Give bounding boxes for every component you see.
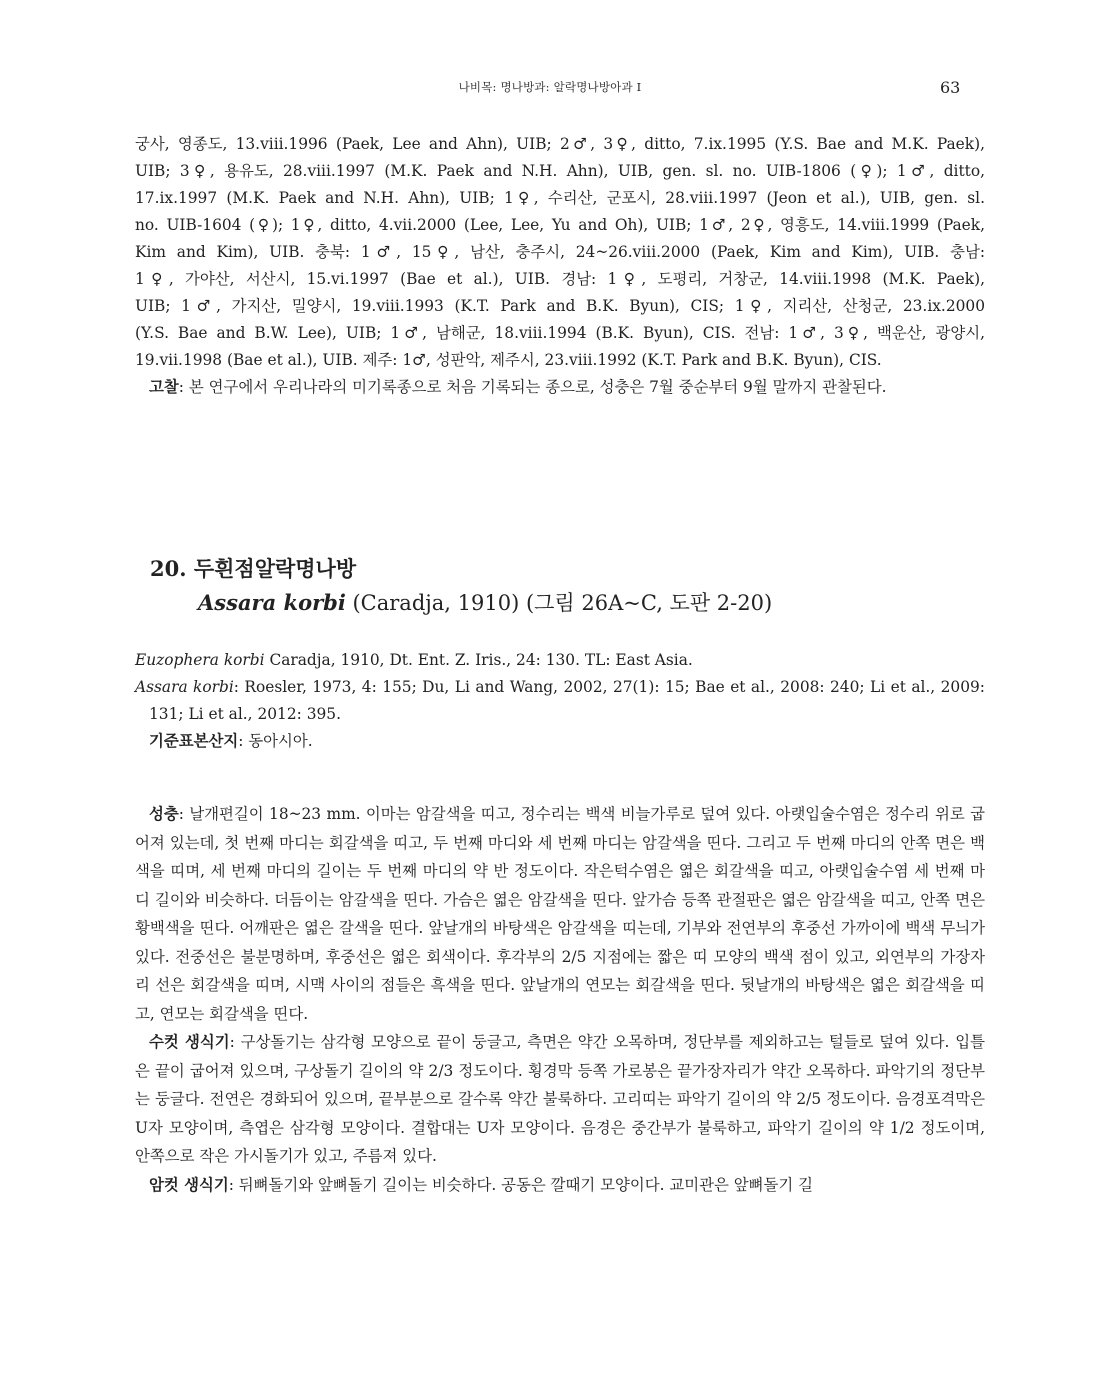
female-genitalia-label: 암컷 생식기 — [149, 1175, 229, 1194]
records-line: no. UIB-1604 (♀); 1♀, ditto, 4.vii.2000 (Lee, Lee, Yu and Oh), UIB; 1♂, 2♀, 영흥도, 14.viii.1999 (Paek, — [135, 216, 985, 234]
running-title: 나비목: 명나방과: 알락명나방아과 I — [458, 80, 642, 94]
synonym-text: Caradja, 1910, Dt. Ent. Z. Iris., 24: 130. TL: East Asia. — [264, 651, 693, 669]
adult-paragraph — [135, 800, 985, 1028]
female-genitalia-paragraph — [135, 1171, 985, 1200]
records-line: 17.ix.1997 (M.K. Paek and N.H. Ahn), UIB; 1♀, 수리산, 군포시, 28.viii.1997 (Jeon et al.), UIB, gen. sl. — [135, 189, 985, 207]
remarks-label: 고찰 — [149, 378, 179, 396]
male-genitalia-text: : 구상돌기는 삼각형 모양으로 끝이 둥글고, 측면은 약간 오목하며, 정단부를 제외하고는 털들로 덮여 있다. 입틀은 끝이 굽어져 있으며, 구상돌기 길이의 약 2/3 정도이다. 횡경막 등쪽 가로봉은 끝가장자리가 약간 오목하다. 파악기의 정단부는 둥글다. 전연은 경화되어 있으며, 끝부분으로 갈수록 약간 불룩하다. 고리띠는 파악기 길이의 약 2/5 정도이다. 음경포격막은 U자 모양이며, 측엽은 삼각형 모양이다. 결합대는 U자 모양이다. 음경은 중간부가 불룩하고, 파악기 길이의 약 1/2 정도이며, 안쪽으로 작은 가시돌기가 있고, 주름져 있다. — [135, 1033, 985, 1165]
adult-text: : 날개편길이 18~23 mm. 이마는 암갈색을 띠고, 정수리는 백색 비늘가루로 덮여 있다. 아랫입술수염은 정수리 위로 굽어져 있는데, 첫 번째 마디는 회갈색을 띠고, 두 번째 마디와 세 번째 마디는 암갈색을 띤다. 그리고 두 번째 마디의 안쪽 면은 백색을 띠며, 세 번째 마디의 길이는 두 번째 마디의 약 반 정도이다. 작은턱수염은 엷은 회갈색을 띠고, 아랫입술수염 세 번째 마디 길이와 비슷하다. 더듬이는 암갈색을 띤다. 가슴은 엷은 암갈색을 띤다. 앞가슴 등쪽 관절판은 엷은 암갈색을 띠고, 안쪽 면은 황백색을 띤다. 어깨판은 엷은 갈색을 띤다. 앞날개의 바탕색은 암갈색을 띠는데, 기부와 전연부의 후중선 가까이에 백색 무늬가 있다. 전중선은 불분명하며, 후중선은 엷은 회색이다. 후각부의 2/5 지점에는 짧은 띠 모양의 백색 점이 있고, 외연부의 가장자리 선은 회갈색을 띠며, 시맥 사이의 점들은 흑색을 띤다. 앞날개의 연모는 회갈색을 띤다. 뒷날개의 바탕색은 엷은 회갈색을 띠고, 연모는 회갈색을 띤다. — [135, 805, 985, 1023]
female-genitalia-text: : 뒤뼈돌기와 앞뼈돌기 길이는 비슷하다. 공동은 깔때기 모양이다. 교미관은 앞뼈돌기 길 — [228, 1175, 813, 1194]
records-line: 19.vii.1998 (Bae et al.), UIB. 제주: 1♂, 성판악, 제주시, 23.viii.1992 (K.T. Park and B.K. Byun), CIS. — [135, 351, 882, 369]
records-line: (Y.S. Bae and B.W. Lee), UIB; 1♂, 남해군, 18.viii.1994 (B.K. Byun), CIS. 전남: 1♂, 3♀, 백운산, 광양시, — [135, 324, 985, 342]
species-scientific-name: Assara korbi — [198, 590, 346, 615]
synonym-text: : Roesler, 1973, 4: 155; Du, Li and Wang, 2002, 27(1): 15; Bae et al., 2008: 240; Li et al., 2009: 131; Li et al., 2012: 395. — [149, 678, 985, 723]
male-genitalia-paragraph — [135, 1028, 985, 1171]
type-locality-text: : 동아시아. — [238, 732, 313, 750]
synonym-entry — [135, 647, 985, 674]
remarks-paragraph — [135, 374, 985, 401]
records-line: Kim and Kim), UIB. 충북: 1♂, 15♀, 남산, 충주시, 24~26.viii.2000 (Paek, Kim and Kim), UIB. 충남: — [135, 243, 985, 261]
records-line: UIB; 1♂, 가지산, 밀양시, 19.viii.1993 (K.T. Park and B.K. Byun), CIS; 1♀, 지리산, 산청군, 23.ix.2000 — [135, 297, 985, 315]
synonym-name: Euzophera korbi — [135, 651, 265, 669]
species-authority: (Caradja, 1910) (그림 26A~C, 도판 2-20) — [345, 591, 773, 615]
specimen-records — [135, 131, 985, 401]
male-genitalia-label: 수컷 생식기 — [149, 1033, 230, 1051]
species-subheading — [198, 588, 998, 618]
synonym-entry — [135, 674, 985, 728]
page-number: 63 — [940, 78, 961, 97]
description-block — [135, 800, 985, 1199]
records-line: 궁사, 영종도, 13.viii.1996 (Paek, Lee and Ahn), UIB; 2♂, 3♀, ditto, 7.ix.1995 (Y.S. Bae and M.K. Paek), — [135, 135, 985, 153]
adult-label: 성충 — [149, 805, 179, 823]
synonym-name: Assara korbi — [135, 678, 234, 696]
records-line: 1♀, 가야산, 서산시, 15.vi.1997 (Bae et al.), UIB. 경남: 1♀, 도평리, 거창군, 14.viii.1998 (M.K. Paek), — [135, 270, 985, 288]
remarks-text: : 본 연구에서 우리나라의 미기록종으로 처음 기록되는 종으로, 성충은 7월 중순부터 9월 말까지 관찰된다. — [178, 378, 887, 396]
type-locality — [135, 728, 985, 755]
synonymy-block — [135, 647, 985, 755]
type-locality-label: 기준표본산지 — [149, 732, 239, 750]
records-line: UIB; 3♀, 용유도, 28.viii.1997 (M.K. Paek and N.H. Ahn), UIB, gen. sl. no. UIB-1806 (♀); 1♂, ditto, — [135, 162, 985, 180]
species-heading: 20. 두흰점알락명나방 — [150, 556, 357, 581]
